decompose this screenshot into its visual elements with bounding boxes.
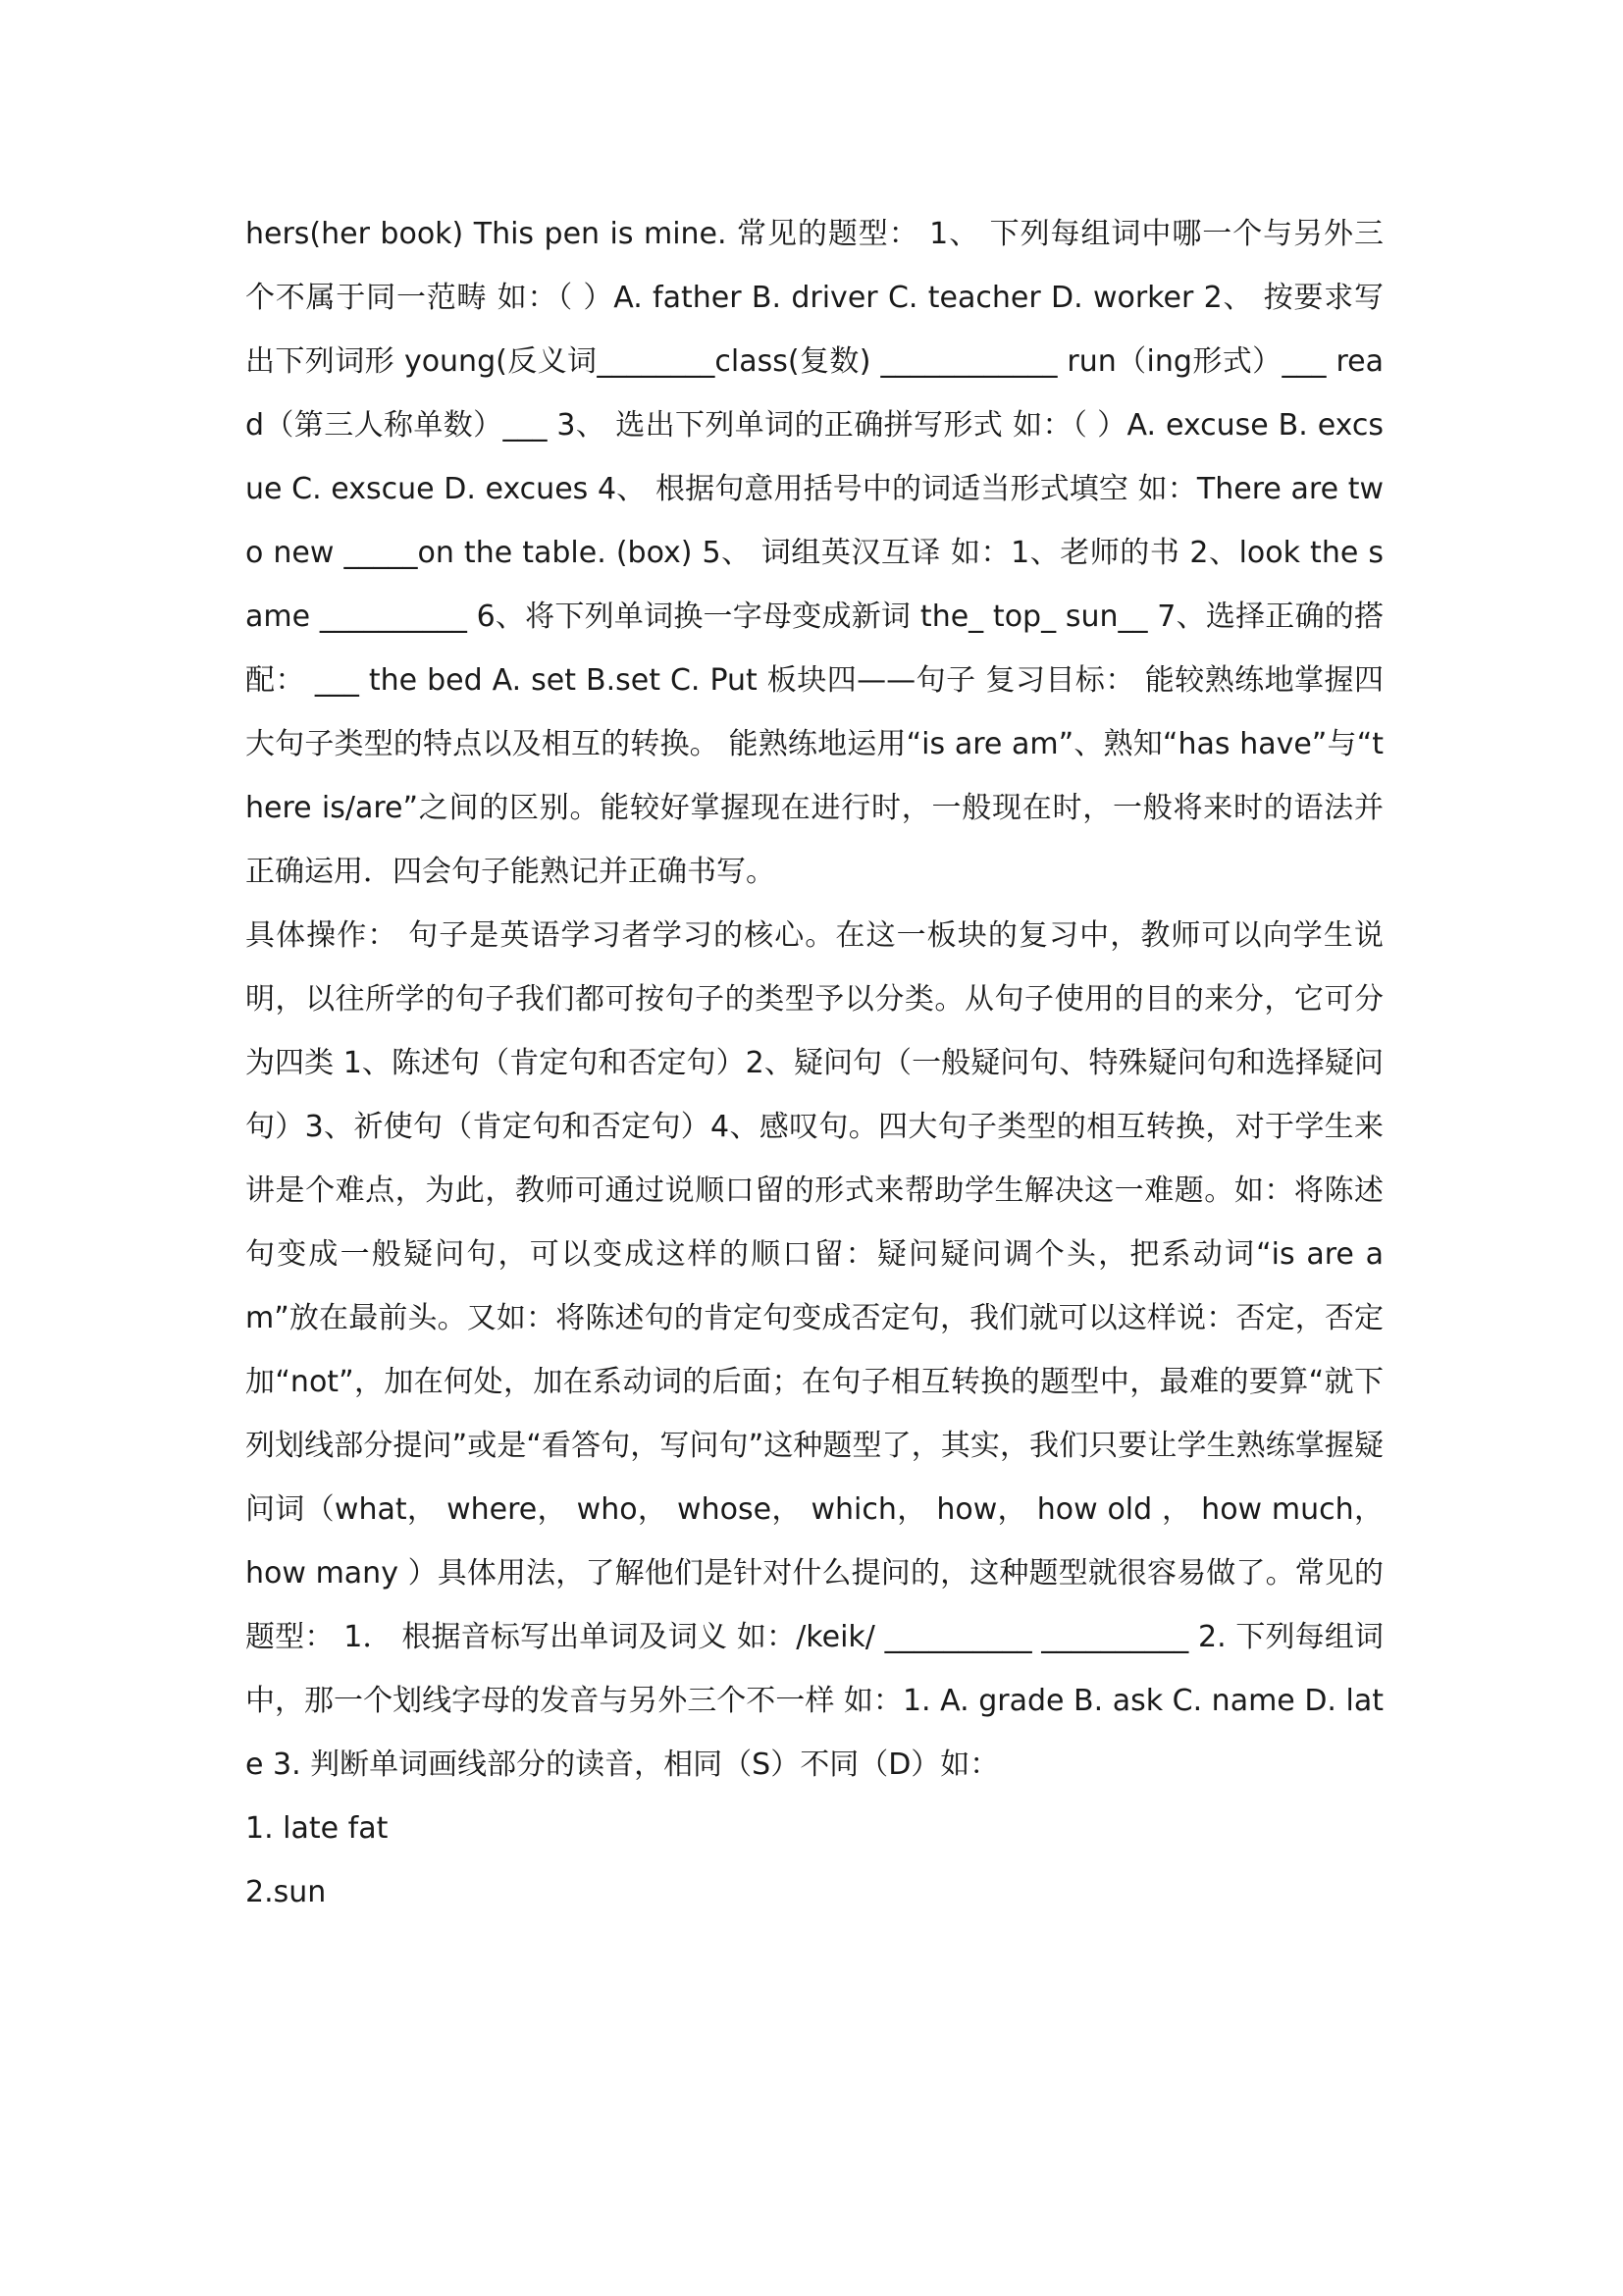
example-line-1: 1. late fat bbox=[245, 1811, 389, 1846]
paragraph-exercise-types: hers(her book) This pen is mine. 常见的题型： 1、 下列每组词中哪一个与另外三个不属于同一范畴 如：（ ）A. father B. driver C. teacher D. worker 2、 按要求写出下列词形 young(反义词________class(复数) ____________ run（ing形式）___ read（第三人称单数）___ 3、 选出下列单词的正确拼写形式 如：（ ）A. excuse B. excsue C. exscue D. excues 4、 根据句意用括号中的词适当形式填空 如：There are two new _____on the table. (box) 5、 词组英汉互译 如：1、老师的书 2、look the same __________ 6、将下列单词换一字母变成新词 the_ top_ sun__ 7、选择正确的搭配： ___ the bed A. set B.set C. Put 板块四——句子 复习目标： 能较熟练地掌握四大句子类型的特点以及相互的转换。 能熟练地运用“is are am”、熟知“has have”与“there is/are”之间的区别。能较好掌握现在进行时，一般现在时，一般将来时的语法并正确运用．四会句子能熟记并正确书写。 bbox=[245, 217, 1384, 889]
example-line-2: 2.sun bbox=[245, 1875, 327, 1909]
paragraph-sentence-operations: 具体操作： 句子是英语学习者学习的核心。在这一板块的复习中，教师可以向学生说明，以往所学的句子我们都可按句子的类型予以分类。从句子使用的目的来分，它可分为四类 1、陈述句（肯定句和否定句）2、疑问句（一般疑问句、特殊疑问句和选择疑问句）3、祈使句（肯定句和否定句）4、感叹句。四大句子类型的相互转换，对于学生来讲是个难点，为此，教师可通过说顺口留的形式来帮助学生解决这一难题。如：将陈述句变成一般疑问句，可以变成这样的顺口留：疑问疑问调个头，把系动词“is are am”放在最前头。又如：将陈述句的肯定句变成否定句，我们就可以这样说：否定，否定加“not”，加在何处，加在系动词的后面；在句子相互转换的题型中，最难的要算“就下列划线部分提问”或是“看答句，写问句”这种题型了，其实，我们只要让学生熟练掌握疑问词（what， where， who， whose， which， how， how old ， how much， how many ）具体用法，了解他们是针对什么提问的，这种题型就很容易做了。常见的题型： 1． 根据音标写出单词及词义 如：/keik/ __________ __________ 2. 下列每组词中，那一个划线字母的发音与另外三个不一样 如：1. A. grade B. ask C. name D. late 3. 判断单词画线部分的读音，相同（S）不同（D）如： bbox=[245, 918, 1384, 1782]
document-body bbox=[245, 202, 1384, 1924]
